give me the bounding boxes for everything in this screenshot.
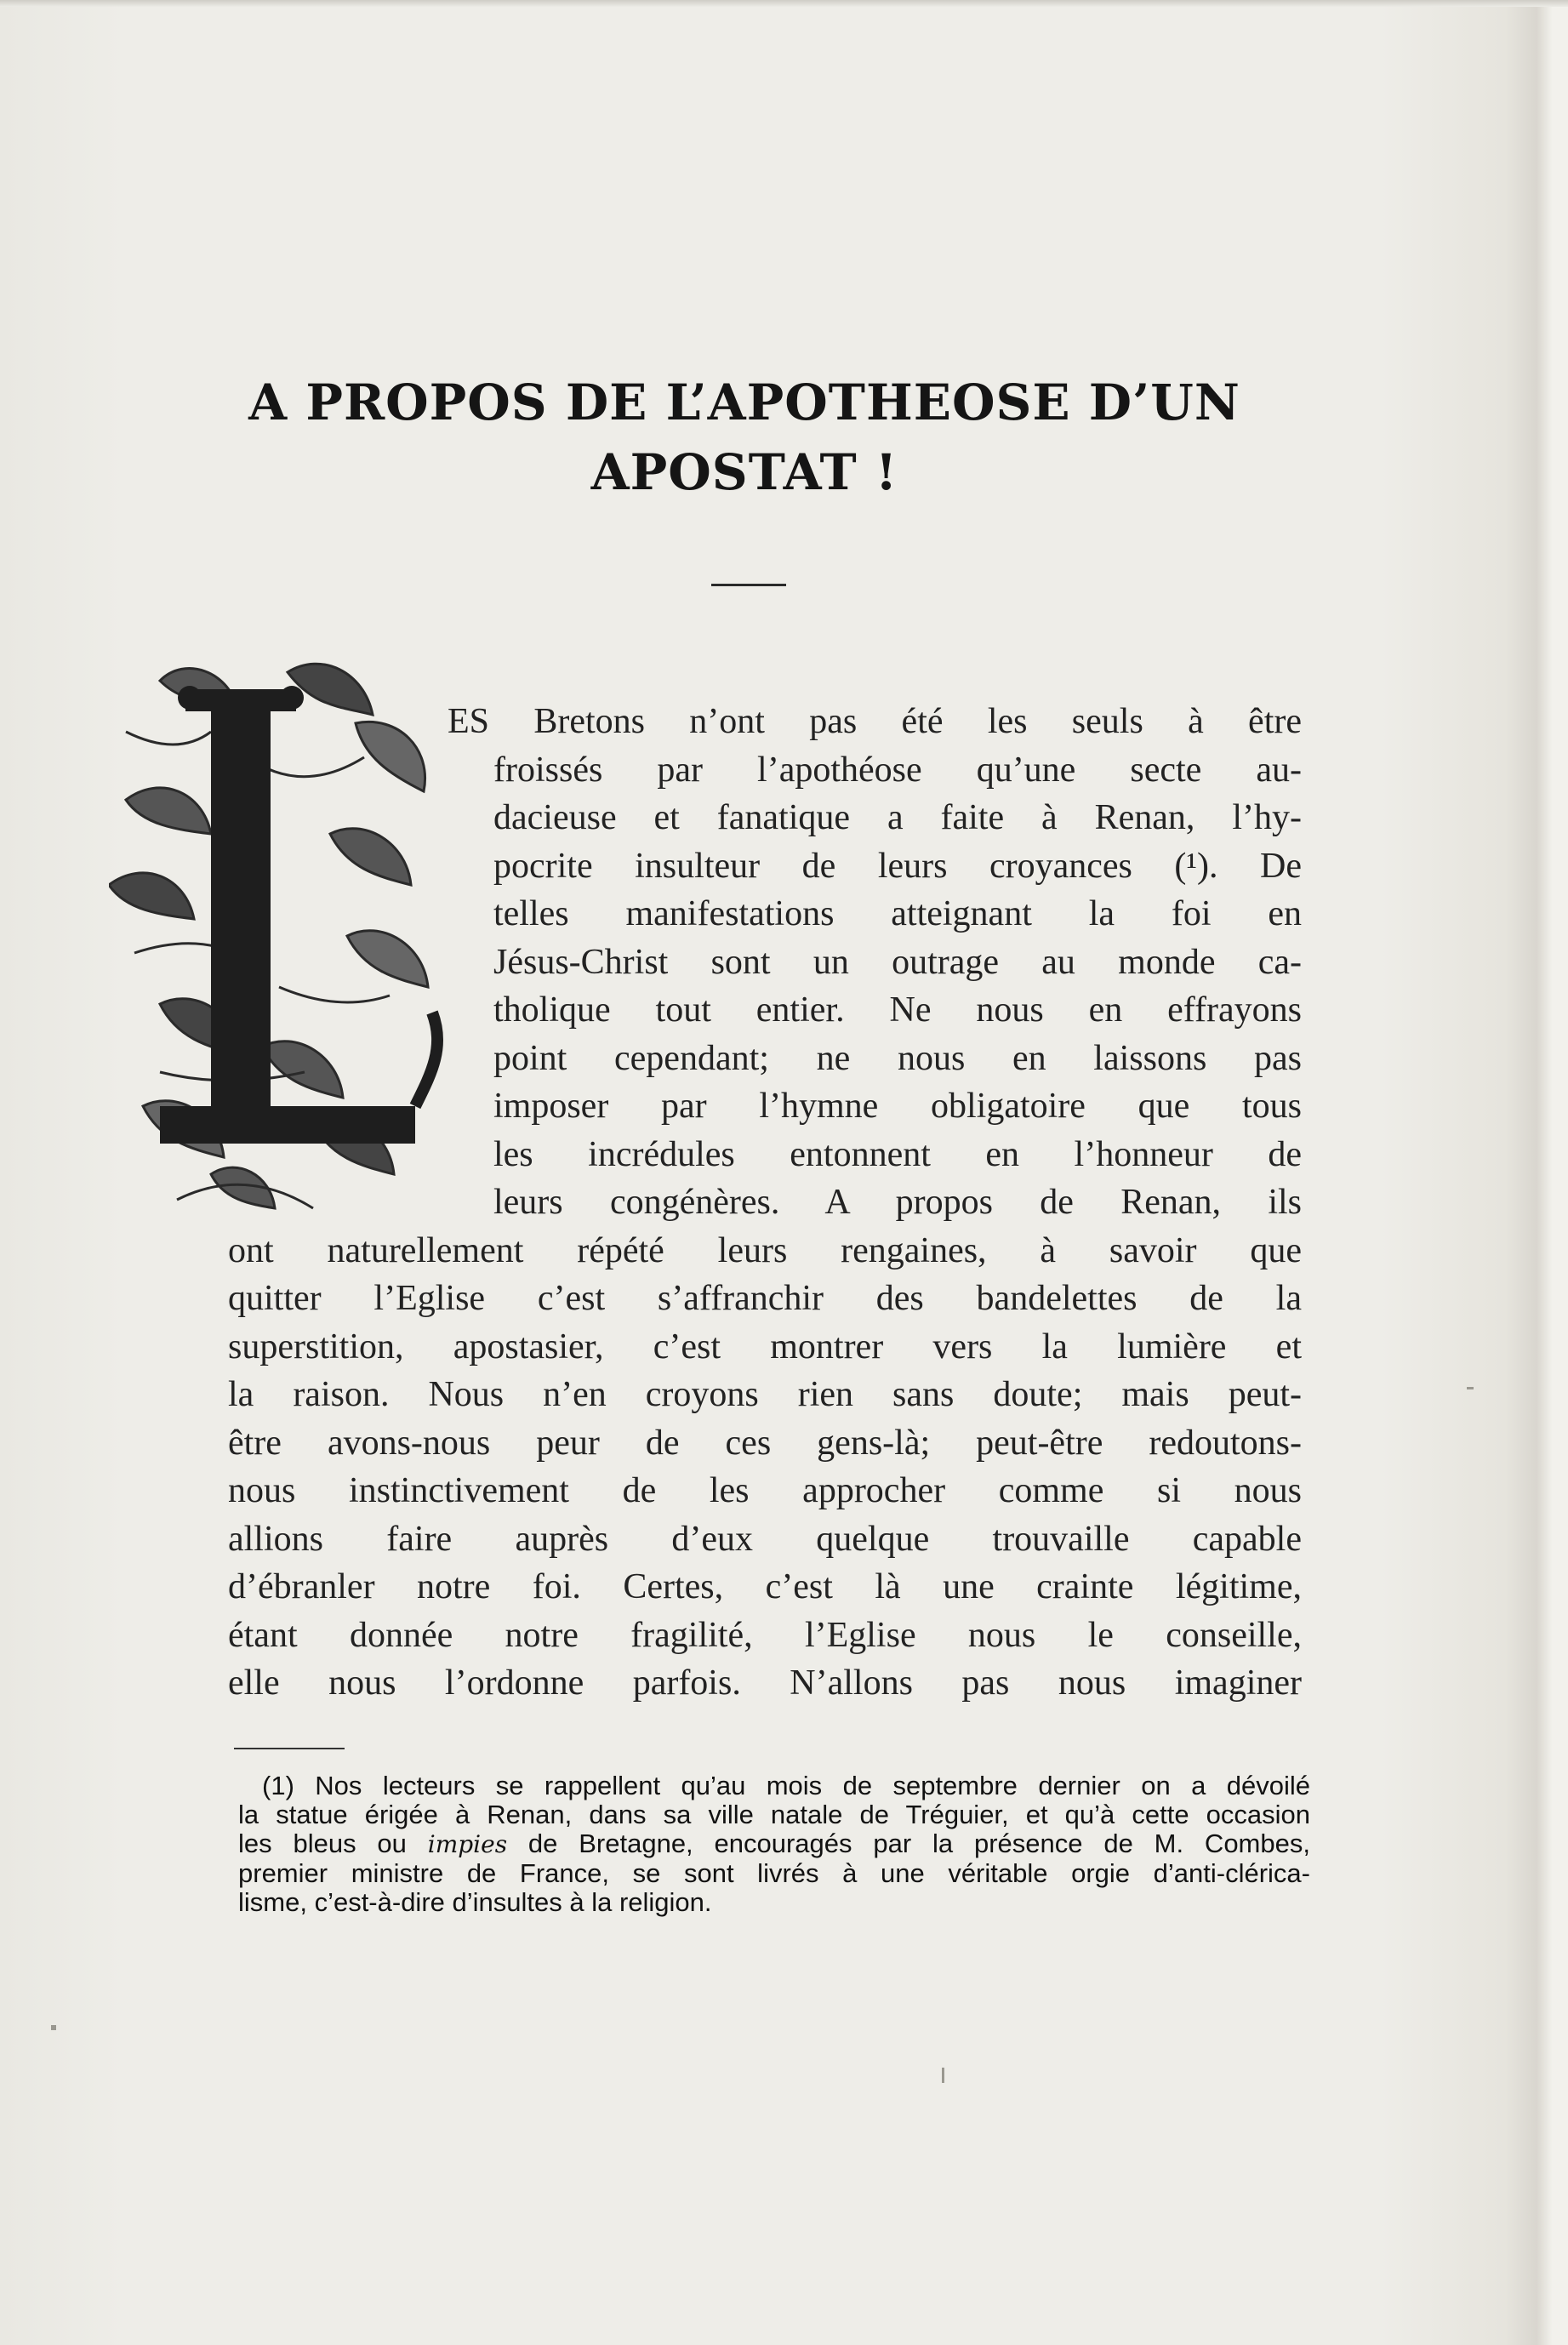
body-line: leurs congénères. A propos de Renan, ils bbox=[493, 1183, 1302, 1222]
paper-speck bbox=[1467, 1387, 1474, 1389]
body-line: ES Bretons n’ont pas été les seuls à être bbox=[448, 702, 1302, 741]
title-line-2: APOSTAT ! bbox=[590, 443, 898, 501]
paper-speck bbox=[942, 2068, 944, 2083]
body-line: imposer par l’hymne obligatoire que tous bbox=[493, 1087, 1302, 1126]
body-line: elle nous l’ordonne parfois. N’allons pas nous imaginer bbox=[228, 1663, 1302, 1703]
body-line: dacieuse et fanatique a faite à Renan, l’hy- bbox=[493, 798, 1302, 837]
body-line: quitter l’Eglise c’est s’affranchir des bandelettes de la bbox=[228, 1279, 1302, 1318]
body-line: nous instinctivement de les approcher comme si nous bbox=[228, 1471, 1302, 1510]
body-line: la raison. Nous n’en croyons rien sans doute; mais peut- bbox=[228, 1375, 1302, 1414]
body-line: pocrite insulteur de leurs croyances (¹). De bbox=[493, 846, 1302, 886]
article-title bbox=[213, 368, 1276, 507]
footnote-text: de Bretagne, encouragés par la présence de M. Combes, bbox=[527, 1829, 1310, 1858]
footnote-italic: impies bbox=[427, 1830, 508, 1858]
body-line: telles manifestations atteignant la foi en bbox=[493, 894, 1302, 933]
footnote-line bbox=[238, 1829, 1310, 1859]
body-line: superstition, apostasier, c’est montrer vers la lumière et bbox=[228, 1327, 1302, 1366]
title-line-1: A PROPOS DE L’APOTHEOSE D’UN bbox=[248, 374, 1240, 431]
body-line: Jésus-Christ sont un outrage au monde ca- bbox=[493, 942, 1302, 982]
body-line: être avons-nous peur de ces gens-là; peut-être redoutons- bbox=[228, 1423, 1302, 1463]
footnote-rule bbox=[234, 1748, 345, 1749]
body-line: ont naturellement répété leurs rengaines, à savoir que bbox=[228, 1230, 1302, 1270]
body-line: étant donnée notre fragilité, l’Eglise nous le conseille, bbox=[228, 1615, 1302, 1655]
footnote-line: la statue érigée à Renan, dans sa ville natale de Tréguier, et qu’à cette occasion bbox=[238, 1800, 1310, 1829]
footnote-line: lisme, c’est-à-dire d’insultes à la religion. bbox=[238, 1887, 712, 1917]
page-top-edge bbox=[0, 0, 1568, 7]
body-line: d’ébranler notre foi. Certes, c’est là une crainte légitime, bbox=[228, 1567, 1302, 1606]
footnote-text: les bleus ou bbox=[238, 1829, 407, 1858]
body-line: point cependant; ne nous en laissons pas bbox=[493, 1038, 1302, 1078]
body-line: allions faire auprès d’eux quelque trouvaille capable bbox=[228, 1519, 1302, 1559]
footnote-line: premier ministre de France, se sont livrés à une véritable orgie d’anti-clérica- bbox=[238, 1858, 1310, 1888]
body-line: tholique tout entier. Ne nous en effrayons bbox=[493, 990, 1302, 1030]
article-body bbox=[228, 698, 1302, 1708]
paper-speck bbox=[51, 2025, 56, 2030]
title-rule bbox=[711, 584, 786, 586]
body-line: les incrédules entonnent en l’honneur de bbox=[493, 1134, 1302, 1174]
footnote bbox=[238, 1772, 1310, 1917]
body-line: froissés par l’apothéose qu’une secte au- bbox=[493, 750, 1302, 790]
footnote-line: (1) Nos lecteurs se rappellent qu’au mois de septembre dernier on a dévoilé bbox=[262, 1771, 1310, 1800]
